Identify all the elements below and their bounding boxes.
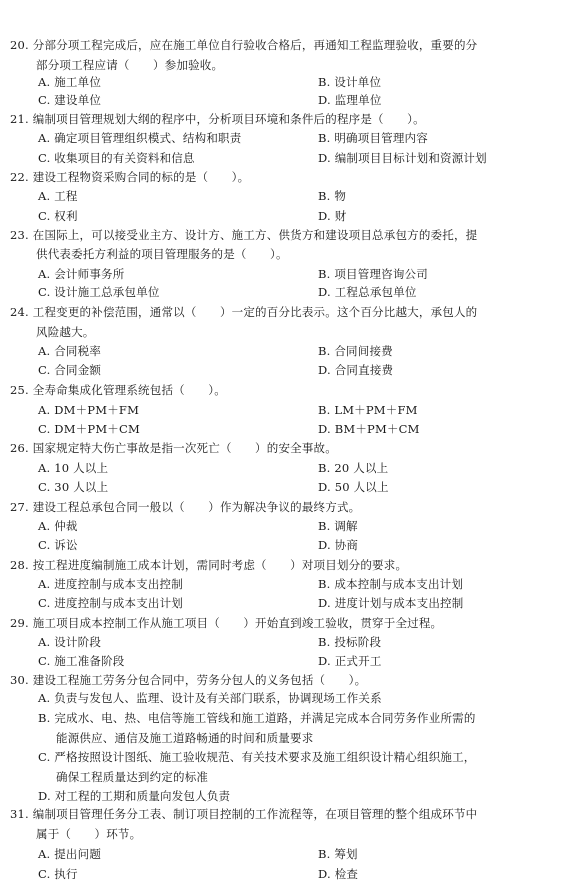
option-line: B. 完成水、电、热、电信等施工管线和施工道路，并满足完成本合同劳务作业所需的 [38, 711, 476, 725]
option-c: C. 进度控制与成本支出计划 [38, 596, 183, 610]
question-stem-continued: 供代表委托方利益的项目管理服务的是（ ）。 [36, 247, 288, 261]
question-stem: 27. 建设工程总承包合同一般以（ ）作为解决争议的最终方式。 [10, 500, 361, 514]
option-a: A. 仲裁 [38, 519, 78, 533]
option-a: A. 设计阶段 [38, 635, 102, 649]
question-stem: 29. 施工项目成本控制工作从施工项目（ ）开始直到竣工验收，贯穿于全过程。 [10, 616, 443, 630]
option-c: C. 收集项目的有关资料和信息 [38, 151, 195, 165]
option-d: D. 正式开工 [318, 654, 382, 668]
option-c: C. 诉讼 [38, 538, 78, 552]
option-b: B. 项目管理咨询公司 [318, 267, 428, 281]
option-line: 能源供应、通信及施工道路畅通的时间和质量要求 [56, 731, 314, 745]
question-stem-continued: 部分项工程应请（ ）参加验收。 [36, 58, 224, 72]
option-d: D. 工程总承包单位 [318, 285, 417, 299]
option-line: 确保工程质量达到约定的标准 [56, 770, 209, 784]
option-c: C. 建设单位 [38, 93, 102, 107]
option-d: D. 进度计划与成本支出控制 [318, 596, 464, 610]
question-stem: 28. 按工程进度编制施工成本计划，需同时考虑（ ）对项目划分的要求。 [10, 558, 408, 572]
option-b: B. 投标阶段 [318, 635, 382, 649]
option-b: B. 成本控制与成本支出计划 [318, 577, 464, 591]
option-b: B. 调解 [318, 519, 358, 533]
option-d: D. 监理单位 [318, 93, 382, 107]
option-b: B. 合同间接费 [318, 344, 393, 358]
option-c: C. 执行 [38, 867, 78, 881]
option-b: B. 20 人以上 [318, 461, 389, 475]
option-a: A. 提出问题 [38, 847, 102, 861]
question-stem: 25. 全寿命集成化管理系统包括（ ）。 [10, 383, 226, 397]
question-stem: 31. 编制项目管理任务分工表、制订项目控制的工作流程等，在项目管理的整个组成环节中 [10, 807, 478, 821]
option-c: C. 合同金额 [38, 363, 102, 377]
option-c: C. DM＋PM＋CM [38, 422, 140, 436]
question-stem: 24. 工程变更的补偿范围，通常以（ ）一定的百分比表示。这个百分比越大，承包人的 [10, 305, 478, 319]
option-c: C. 施工准备阶段 [38, 654, 125, 668]
option-d: D. 检查 [318, 867, 359, 881]
question-stem-continued: 风险越大。 [36, 325, 95, 339]
option-d: D. 编制项目目标计划和资源计划 [318, 151, 487, 165]
option-a: A. 工程 [38, 189, 78, 203]
question-stem: 22. 建设工程物资采购合同的标的是（ ）。 [10, 170, 250, 184]
option-d: D. 财 [318, 209, 347, 223]
option-line: A. 负责与发包人、监理、设计及有关部门联系，协调现场工作关系 [38, 691, 382, 705]
option-line: C. 严格按照设计图纸、施工验收规范、有关技术要求及施工组织设计精心组织施工， [38, 750, 476, 764]
option-c: C. 设计施工总承包单位 [38, 285, 160, 299]
question-stem: 21. 编制项目管理规划大纲的程序中，分析项目环境和条件后的程序是（ ）。 [10, 112, 425, 126]
option-a: A. 合同税率 [38, 344, 102, 358]
option-b: B. 物 [318, 189, 347, 203]
option-b: B. 设计单位 [318, 75, 382, 89]
option-d: D. BM＋PM＋CM [318, 422, 420, 436]
question-stem: 26. 国家规定特大伤亡事故是指一次死亡（ ）的安全事故。 [10, 441, 337, 455]
option-c: C. 权利 [38, 209, 78, 223]
option-b: B. LM＋PM＋FM [318, 403, 418, 417]
option-a: A. 会计师事务所 [38, 267, 125, 281]
question-stem: 30. 建设工程施工劳务分包合同中，劳务分包人的义务包括（ ）。 [10, 673, 367, 687]
question-stem: 23. 在国际上，可以接受业主方、设计方、施工方、供货方和建设项目总承包方的委托，提 [10, 228, 478, 242]
option-b: B. 明确项目管理内容 [318, 131, 428, 145]
option-b: B. 筹划 [318, 847, 358, 861]
option-d: D. 合同直接费 [318, 363, 394, 377]
option-a: A. 10 人以上 [38, 461, 109, 475]
option-a: A. 进度控制与成本支出控制 [38, 577, 183, 591]
option-a: A. 施工单位 [38, 75, 102, 89]
option-d: D. 协商 [318, 538, 359, 552]
question-stem-continued: 属于（ ）环节。 [36, 827, 142, 841]
question-stem: 20. 分部分项工程完成后，应在施工单位自行验收合格后，再通知工程监理验收，重要的分 [10, 38, 478, 52]
option-a: A. DM＋PM＋FM [38, 403, 140, 417]
option-line: D. 对工程的工期和质量向发包人负责 [38, 789, 231, 803]
option-c: C. 30 人以上 [38, 480, 109, 494]
option-a: A. 确定项目管理组织模式、结构和职责 [38, 131, 242, 145]
option-d: D. 50 人以上 [318, 480, 389, 494]
